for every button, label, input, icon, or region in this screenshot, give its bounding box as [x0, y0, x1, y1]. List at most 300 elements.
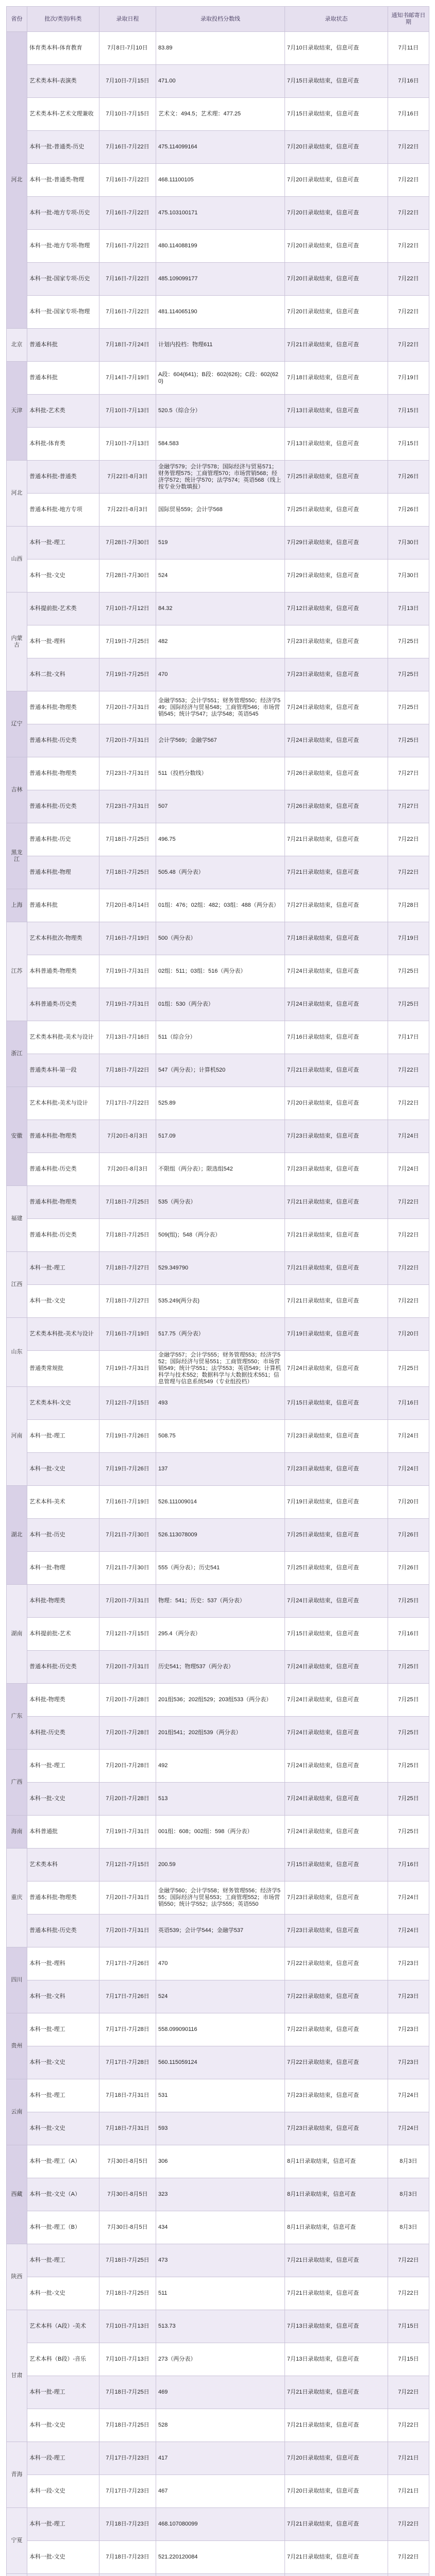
table-row	[7, 1186, 429, 1219]
table-row	[7, 1882, 429, 1914]
type-cell: 艺术类本科	[27, 1849, 99, 1882]
dates-cell: 7月30日-8月5日	[99, 2211, 156, 2244]
dates-cell: 7月28日-7月30日	[99, 560, 156, 592]
status-cell: 7月24日录取结束，信息可查	[285, 1750, 388, 1783]
line-cell: A段：604(641)；B段：602(626)；C段：602(620)	[156, 362, 285, 395]
type-cell: 本科一批-理工	[27, 2508, 99, 2541]
dates-cell: 7月10日-7月15日	[99, 98, 156, 131]
line-cell: 475.103100171	[156, 197, 285, 230]
mail-cell: 7月22日	[388, 263, 429, 296]
status-cell	[285, 2574, 388, 2576]
line-cell: 201组536；202组529；203组533（两分表）	[156, 1684, 285, 1717]
status-cell: 7月24日录取结束，信息可查	[285, 988, 388, 1021]
type-cell: 本科一批-文史	[27, 1783, 99, 1816]
table-row	[7, 1914, 429, 1947]
type-cell: 本科一批-理工	[27, 1252, 99, 1285]
line-cell: 529.349790	[156, 1252, 285, 1285]
mail-cell: 7月22日	[388, 1087, 429, 1120]
type-cell: 本科一批-理工	[27, 2013, 99, 2046]
type-cell: 普通本科批-历史	[27, 823, 99, 856]
mail-cell: 7月28日	[388, 889, 429, 922]
mail-cell: 7月24日	[388, 1420, 429, 1453]
table-row	[7, 790, 429, 823]
type-cell: 本科一批-理工	[27, 1750, 99, 1783]
mail-cell: 7月25日	[388, 691, 429, 724]
type-cell: 本科一批-国家专项-物理	[27, 296, 99, 329]
type-cell: 普通本科批-历史类	[27, 1914, 99, 1947]
line-cell: 480.114088199	[156, 230, 285, 263]
table-row	[7, 1318, 429, 1351]
type-cell: 普通本科批-历史类	[27, 1153, 99, 1186]
province-cell: 贵州	[7, 2013, 27, 2079]
status-cell: 7月23日录取结束，信息可查	[285, 2079, 388, 2112]
status-cell: 7月24日录取结束，信息可查	[285, 1585, 388, 1618]
dates-cell: 7月10日-7月13日	[99, 395, 156, 428]
dates-cell: 7月20日-7月31日	[99, 1882, 156, 1914]
line-cell: 469	[156, 2376, 285, 2409]
line-cell: 520.5（综合分）	[156, 395, 285, 428]
type-cell: 普通本科批	[27, 329, 99, 362]
dates-cell: 7月16日-7月22日	[99, 131, 156, 164]
mail-cell: 7月25日	[388, 1750, 429, 1783]
table-body	[7, 32, 429, 2576]
table-row	[7, 1816, 429, 1849]
mail-cell: 7月13日	[388, 592, 429, 625]
mail-cell: 7月15日	[388, 2343, 429, 2376]
line-cell: 02组：511；03组：516（两分表）	[156, 955, 285, 988]
table-row	[7, 1420, 429, 1453]
line-cell: 468.11100105	[156, 164, 285, 197]
mail-cell: 7月25日	[388, 988, 429, 1021]
mail-cell: 7月16日	[388, 1618, 429, 1651]
line-cell: 535（两分表）	[156, 1186, 285, 1219]
mail-cell: 7月25日	[388, 1717, 429, 1750]
dates-cell: 7月18日-7月31日	[99, 2112, 156, 2145]
province-cell: 西藏	[7, 2145, 27, 2244]
province-cell	[7, 2574, 27, 2576]
line-cell: 001组：608；002组：598（两分表）	[156, 1816, 285, 1849]
mail-cell: 7月25日	[388, 724, 429, 757]
line-cell: 英语539；会计学544；金融学537	[156, 1914, 285, 1947]
status-cell: 7月26日录取结束，信息可查	[285, 790, 388, 823]
dates-cell: 7月18日-7月27日	[99, 1252, 156, 1285]
table-row	[7, 2013, 429, 2046]
province-cell: 黑龙江	[7, 823, 27, 889]
status-cell: 7月23日录取结束，信息可查	[285, 625, 388, 658]
table-row	[7, 1252, 429, 1285]
line-cell: 国际贸易559；会计学568	[156, 494, 285, 527]
province-cell: 上海	[7, 889, 27, 922]
table-row	[7, 2409, 429, 2442]
status-cell: 7月20日录取结束，信息可查	[285, 230, 388, 263]
admission-table	[6, 6, 429, 2576]
dates-cell: 7月18日-7月23日	[99, 2508, 156, 2541]
line-cell: 519	[156, 527, 285, 560]
table-row	[7, 329, 429, 362]
table-row	[7, 1783, 429, 1816]
province-cell: 湖北	[7, 1486, 27, 1585]
mail-cell: 7月24日	[388, 2112, 429, 2145]
type-cell: 艺术类本科-艺术文理兼收	[27, 98, 99, 131]
status-cell: 7月21日录取结束，信息可查	[285, 1186, 388, 1219]
dates-cell: 7月10日-7月13日	[99, 428, 156, 461]
province-cell: 甘肃	[7, 2310, 27, 2442]
table-row	[7, 2145, 429, 2178]
mail-cell: 7月17日	[388, 1021, 429, 1054]
status-cell: 7月15日录取结束，信息可查	[285, 1387, 388, 1420]
mail-cell: 7月23日	[388, 2013, 429, 2046]
dates-cell: 7月18日-7月24日	[99, 329, 156, 362]
type-cell: 本科批-物理类	[27, 1684, 99, 1717]
line-cell: 84.32	[156, 592, 285, 625]
header-mail: 通知书邮寄日期	[388, 7, 429, 32]
mail-cell: 7月22日	[388, 1186, 429, 1219]
dates-cell: 7月18日-7月31日	[99, 2079, 156, 2112]
status-cell: 7月10日录取结束，信息可查	[285, 32, 388, 65]
province-cell: 四川	[7, 1947, 27, 2013]
type-cell: 本科提前批-艺术类	[27, 592, 99, 625]
table-row	[7, 2112, 429, 2145]
mail-cell: 7月22日	[388, 197, 429, 230]
line-cell: 01组：476；02组：482；03组：488（两分表）	[156, 889, 285, 922]
line-cell: 513.73	[156, 2310, 285, 2343]
line-cell: 物理：541；历史：537（两分表）	[156, 1585, 285, 1618]
type-cell: 普通本科批-物理类	[27, 757, 99, 790]
type-cell: 普通本科批-物理	[27, 856, 99, 889]
dates-cell: 7月19日-7月26日	[99, 1453, 156, 1486]
type-cell: 本科批-历史类	[27, 1717, 99, 1750]
dates-cell: 7月19日-7月26日	[99, 1420, 156, 1453]
province-cell: 广西	[7, 1750, 27, 1816]
type-cell: 艺术本科批-美术与设计	[27, 1087, 99, 1120]
table-row	[7, 362, 429, 395]
dates-cell: 7月17日-7月22日	[99, 1087, 156, 1120]
table-row	[7, 889, 429, 922]
dates-cell: 7月10日-7月13日	[99, 2310, 156, 2343]
dates-cell: 7月20日-7月31日	[99, 1914, 156, 1947]
status-cell: 7月23日录取结束，信息可查	[285, 1120, 388, 1153]
mail-cell: 7月22日	[388, 856, 429, 889]
dates-cell: 7月17日-7月28日	[99, 2013, 156, 2046]
status-cell: 7月21日录取结束，信息可查	[285, 2508, 388, 2541]
table-row	[7, 724, 429, 757]
status-cell: 7月16日录取结束，信息可查	[285, 1021, 388, 1054]
status-cell: 7月22日录取结束，信息可查	[285, 2013, 388, 2046]
status-cell: 7月25日录取结束，信息可查	[285, 1519, 388, 1552]
table-row	[7, 1219, 429, 1252]
dates-cell: 7月21日-7月30日	[99, 1552, 156, 1585]
dates-cell: 7月20日-7月28日	[99, 1750, 156, 1783]
type-cell: 本科一段-理工	[27, 2442, 99, 2475]
type-cell: 普通本科批-物理类	[27, 691, 99, 724]
dates-cell: 7月18日-7月22日	[99, 1054, 156, 1087]
line-cell: 560.115059124	[156, 2046, 285, 2079]
table-row	[7, 1519, 429, 1552]
type-cell: 普通本科批-物理类	[27, 1186, 99, 1219]
table-row	[7, 658, 429, 691]
table-row	[7, 494, 429, 527]
mail-cell: 7月16日	[388, 1849, 429, 1882]
status-cell: 7月23日录取结束，信息可查	[285, 658, 388, 691]
mail-cell: 7月25日	[388, 1351, 429, 1387]
table-row	[7, 856, 429, 889]
table-row	[7, 2574, 429, 2576]
mail-cell: 7月26日	[388, 1519, 429, 1552]
status-cell: 7月21日录取结束，信息可查	[285, 2277, 388, 2310]
line-cell: 511（综合分）	[156, 1021, 285, 1054]
line-cell	[156, 2574, 285, 2576]
type-cell: 本科一批-国家专项-历史	[27, 263, 99, 296]
type-cell: 艺术类本科批-美术与设计	[27, 1021, 99, 1054]
type-cell	[27, 2574, 99, 2576]
table-row	[7, 395, 429, 428]
line-cell: 547（两分表）；计算机520	[156, 1054, 285, 1087]
dates-cell: 7月20日-7月28日	[99, 1684, 156, 1717]
table-row	[7, 65, 429, 98]
status-cell: 7月29日录取结束，信息可查	[285, 527, 388, 560]
province-cell: 云南	[7, 2079, 27, 2145]
province-cell: 河北	[7, 461, 27, 527]
line-cell: 475.114099164	[156, 131, 285, 164]
table-row	[7, 2046, 429, 2079]
dates-cell: 7月22日-8月3日	[99, 461, 156, 494]
status-cell: 7月23日录取结束，信息可查	[285, 1453, 388, 1486]
table-row	[7, 131, 429, 164]
type-cell: 本科一批-文史	[27, 2409, 99, 2442]
province-cell: 山东	[7, 1318, 27, 1387]
line-cell: 593	[156, 2112, 285, 2145]
mail-cell: 7月24日	[388, 2079, 429, 2112]
province-cell: 宁夏	[7, 2508, 27, 2574]
dates-cell: 7月20日-7月31日	[99, 1651, 156, 1684]
line-cell: 584.583	[156, 428, 285, 461]
type-cell: 艺术本科（B段）-音乐	[27, 2343, 99, 2376]
table-row	[7, 461, 429, 494]
type-cell: 普通本科批-物理类	[27, 1882, 99, 1914]
table-row	[7, 98, 429, 131]
line-cell: 金融学560；会计学558；财务管理556；经济学555；国际经济与贸易553；工商管理552；市场营销550；统计学552；法学555；英语550	[156, 1882, 285, 1914]
dates-cell: 7月14日-7月19日	[99, 362, 156, 395]
province-cell: 海南	[7, 1816, 27, 1849]
status-cell: 7月24日录取结束，信息可查	[285, 1783, 388, 1816]
status-cell: 7月24日录取结束，信息可查	[285, 691, 388, 724]
status-cell: 7月24日录取结束，信息可查	[285, 1717, 388, 1750]
line-cell: 金融学553；会计学551；财务管理550；经济学549；国际经济与贸易548；工商管理546；市场营销545；统计学547；法学548；英语545	[156, 691, 285, 724]
line-cell: 509(组)；548（两分表）	[156, 1219, 285, 1252]
dates-cell: 7月16日-7月22日	[99, 197, 156, 230]
status-cell: 7月20日录取结束，信息可查	[285, 1087, 388, 1120]
mail-cell: 7月24日	[388, 1914, 429, 1947]
dates-cell: 7月18日-7月25日	[99, 823, 156, 856]
line-cell: 历史541；物理537（两分表）	[156, 1651, 285, 1684]
mail-cell: 7月27日	[388, 757, 429, 790]
mail-cell: 7月24日	[388, 1882, 429, 1914]
dates-cell	[99, 2574, 156, 2576]
type-cell: 本科一批-理科	[27, 1947, 99, 1980]
table-row	[7, 2541, 429, 2574]
table-row	[7, 1453, 429, 1486]
line-cell: 273（两分表）	[156, 2343, 285, 2376]
type-cell: 本科普通类-历史类	[27, 988, 99, 1021]
type-cell: 本科一批-文科	[27, 1980, 99, 2013]
mail-cell: 7月22日	[388, 2508, 429, 2541]
type-cell: 本科一批-文史	[27, 1453, 99, 1486]
status-cell: 7月18日录取结束，信息可查	[285, 362, 388, 395]
mail-cell: 7月16日	[388, 98, 429, 131]
dates-cell: 7月10日-7月13日	[99, 2343, 156, 2376]
line-cell: 323	[156, 2178, 285, 2211]
mail-cell: 7月22日	[388, 164, 429, 197]
table-row	[7, 32, 429, 65]
mail-cell: 7月25日	[388, 1816, 429, 1849]
line-cell: 会计学569；金融学567	[156, 724, 285, 757]
status-cell: 7月21日录取结束，信息可查	[285, 823, 388, 856]
table-row	[7, 1947, 429, 1980]
line-cell: 不限组（两分表）；限选组542	[156, 1153, 285, 1186]
dates-cell: 7月20日-8月3日	[99, 1120, 156, 1153]
table-row	[7, 2178, 429, 2211]
type-cell: 艺术类本科批-美术与设计	[27, 1318, 99, 1351]
dates-cell: 7月16日-7月22日	[99, 263, 156, 296]
table-row	[7, 955, 429, 988]
table-row	[7, 263, 429, 296]
status-cell: 7月22日录取结束，信息可查	[285, 1980, 388, 2013]
type-cell: 本科一批-地方专项-物理	[27, 230, 99, 263]
mail-cell: 7月22日	[388, 1252, 429, 1285]
header-line: 录取投档分数线	[156, 7, 285, 32]
dates-cell: 7月23日-7月31日	[99, 757, 156, 790]
table-row	[7, 197, 429, 230]
table-row	[7, 1651, 429, 1684]
line-cell: 507	[156, 790, 285, 823]
table-row	[7, 2244, 429, 2277]
line-cell: 493	[156, 1387, 285, 1420]
mail-cell: 7月25日	[388, 1684, 429, 1717]
dates-cell: 7月18日-7月23日	[99, 2541, 156, 2574]
status-cell: 7月21日录取结束，信息可查	[285, 856, 388, 889]
line-cell: 417	[156, 2442, 285, 2475]
province-cell: 内蒙古	[7, 592, 27, 691]
line-cell: 467	[156, 2475, 285, 2508]
province-cell: 浙江	[7, 1021, 27, 1087]
dates-cell: 7月18日-7月25日	[99, 1186, 156, 1219]
dates-cell: 7月20日-7月31日	[99, 691, 156, 724]
status-cell: 7月20日录取结束，信息可查	[285, 296, 388, 329]
type-cell: 本科一批-理工	[27, 2376, 99, 2409]
status-cell: 7月24日录取结束，信息可查	[285, 724, 388, 757]
table-row	[7, 922, 429, 955]
status-cell: 8月1日录取结束，信息可查	[285, 2178, 388, 2211]
status-cell: 7月20日录取结束，信息可查	[285, 263, 388, 296]
line-cell: 496.75	[156, 823, 285, 856]
dates-cell: 7月16日-7月19日	[99, 1318, 156, 1351]
dates-cell: 7月18日-7月25日	[99, 1219, 156, 1252]
line-cell: 526.111009014	[156, 1486, 285, 1519]
mail-cell: 7月20日	[388, 1486, 429, 1519]
status-cell: 7月23日录取结束，信息可查	[285, 1153, 388, 1186]
province-cell: 安徽	[7, 1087, 27, 1186]
status-cell: 8月1日录取结束，信息可查	[285, 2211, 388, 2244]
type-cell: 本科一批-理工	[27, 2244, 99, 2277]
table-row	[7, 2376, 429, 2409]
status-cell: 7月23日录取结束，信息可查	[285, 1882, 388, 1914]
dates-cell: 7月17日-7月26日	[99, 1980, 156, 2013]
status-cell: 7月19日录取结束，信息可查	[285, 1318, 388, 1351]
line-cell: 83.89	[156, 32, 285, 65]
table-row	[7, 2211, 429, 2244]
table-row	[7, 1618, 429, 1651]
line-cell: 471.00	[156, 65, 285, 98]
table-row	[7, 1351, 429, 1387]
mail-cell: 7月23日	[388, 1947, 429, 1980]
province-cell: 湖南	[7, 1585, 27, 1684]
line-cell: 470	[156, 658, 285, 691]
mail-cell: 7月11日	[388, 32, 429, 65]
dates-cell: 7月16日-7月19日	[99, 1486, 156, 1519]
header-status: 录取状态	[285, 7, 388, 32]
province-cell: 青海	[7, 2442, 27, 2508]
table-row	[7, 1849, 429, 1882]
type-cell: 艺术本科-美术	[27, 1486, 99, 1519]
status-cell: 7月25日录取结束，信息可查	[285, 1552, 388, 1585]
type-cell: 本科一批-文史（A）	[27, 2178, 99, 2211]
table-row	[7, 757, 429, 790]
status-cell: 7月27日录取结束，信息可查	[285, 889, 388, 922]
dates-cell: 7月20日-7月28日	[99, 1717, 156, 1750]
status-cell: 7月26日录取结束，信息可查	[285, 757, 388, 790]
dates-cell: 7月20日-7月31日	[99, 724, 156, 757]
mail-cell: 7月22日	[388, 2277, 429, 2310]
dates-cell: 7月30日-8月5日	[99, 2145, 156, 2178]
mail-cell: 7月25日	[388, 955, 429, 988]
mail-cell: 7月26日	[388, 494, 429, 527]
line-cell: 511（投档分数线）	[156, 757, 285, 790]
status-cell: 7月21日录取结束，信息可查	[285, 2376, 388, 2409]
type-cell: 本科批-体育类	[27, 428, 99, 461]
province-cell: 吉林	[7, 757, 27, 823]
type-cell: 本科一批-文史	[27, 2112, 99, 2145]
type-cell: 普通本科批-历史类	[27, 790, 99, 823]
dates-cell: 7月20日-7月28日	[99, 1783, 156, 1816]
table-row	[7, 988, 429, 1021]
status-cell: 7月20日录取结束，信息可查	[285, 197, 388, 230]
dates-cell: 7月17日-7月28日	[99, 2046, 156, 2079]
dates-cell: 7月18日-7月25日	[99, 856, 156, 889]
status-cell: 7月21日录取结束，信息可查	[285, 2409, 388, 2442]
table-row	[7, 1120, 429, 1153]
line-cell: 513	[156, 1783, 285, 1816]
status-cell: 7月13日录取结束，信息可查	[285, 395, 388, 428]
line-cell: 558.099090116	[156, 2013, 285, 2046]
type-cell: 本科批-艺术类	[27, 395, 99, 428]
dates-cell: 7月12日-7月15日	[99, 1849, 156, 1882]
mail-cell: 7月22日	[388, 2409, 429, 2442]
mail-cell: 7月30日	[388, 527, 429, 560]
line-cell: 508.75	[156, 1420, 285, 1453]
mail-cell: 7月15日	[388, 428, 429, 461]
mail-cell: 7月22日	[388, 2376, 429, 2409]
mail-cell: 8月3日	[388, 2211, 429, 2244]
type-cell: 普通本科批-历史类	[27, 1651, 99, 1684]
status-cell: 7月23日录取结束，信息可查	[285, 1914, 388, 1947]
header-province: 省份	[7, 7, 27, 32]
line-cell: 531	[156, 2079, 285, 2112]
mail-cell: 7月22日	[388, 329, 429, 362]
type-cell: 本科一批-理工（A）	[27, 2145, 99, 2178]
line-cell: 500（两分表）	[156, 922, 285, 955]
dates-cell: 7月16日-7月22日	[99, 164, 156, 197]
table-row	[7, 2310, 429, 2343]
